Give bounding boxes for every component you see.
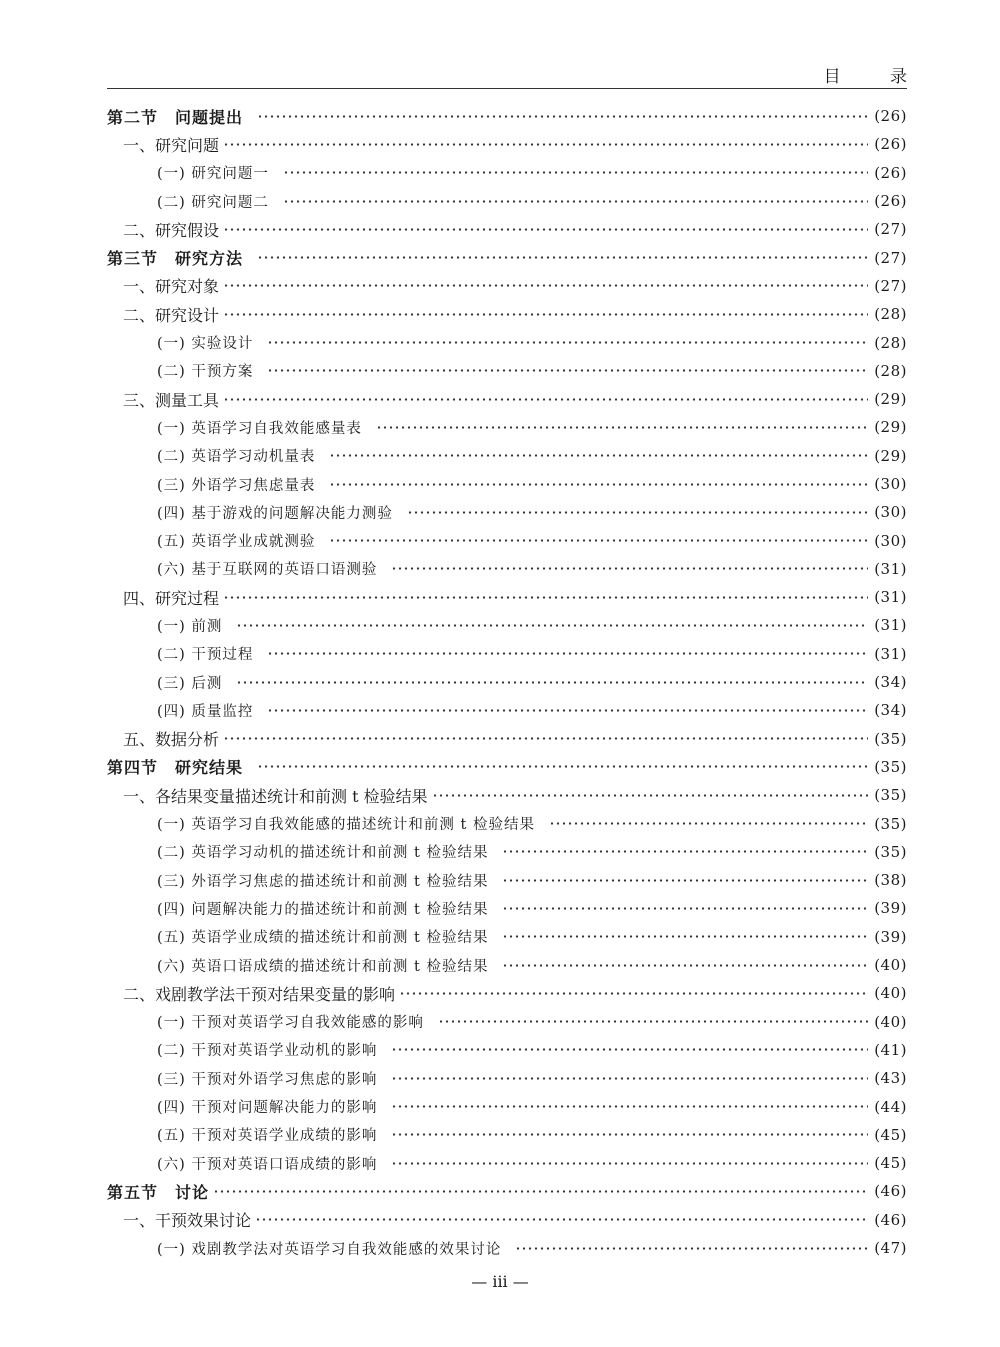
dot-leader [283,200,868,203]
toc-entry-page: (29) [874,390,907,409]
dot-leader [283,171,868,174]
toc-entry-label: (三) 后测 [157,675,223,692]
toc-entry-page: (28) [874,361,907,380]
toc-entry-page: (41) [874,1040,907,1059]
toc-entry-label: 第三节 研究方法 [107,249,244,269]
toc-entry[interactable] [107,1036,907,1064]
toc-entry[interactable] [107,838,907,866]
toc-entry-page: (31) [874,588,907,607]
toc-entry-page: (27) [874,220,907,239]
toc-entry[interactable] [107,1149,907,1177]
toc-entry-label: 第五节 讨论 [107,1182,210,1202]
toc-entry-label: 一、研究对象 [123,277,220,297]
toc-entry[interactable] [107,583,907,611]
dot-leader [549,822,868,825]
toc-entry-page: (27) [874,248,907,267]
toc-entry[interactable] [107,357,907,385]
dot-leader [502,879,868,882]
dot-leader [223,596,868,599]
table-of-contents [107,102,907,1262]
dot-leader [399,992,868,995]
toc-entry-page: (35) [874,842,907,861]
dot-leader [257,256,868,259]
toc-entry-label: 三、测量工具 [123,390,220,410]
toc-entry-label: (二) 英语学习动机的描述统计和前测 t 检验结果 [157,845,489,862]
toc-entry[interactable] [107,442,907,470]
toc-entry-label: (四) 基于游戏的问题解决能力测验 [157,505,393,522]
toc-entry-label: 第二节 问题提出 [107,107,244,127]
toc-entry[interactable] [107,1234,907,1262]
toc-entry[interactable] [107,696,907,724]
toc-entry-page: (26) [874,135,907,154]
dot-leader [255,1218,868,1221]
toc-entry-page: (28) [874,333,907,352]
dot-leader [267,709,868,712]
toc-entry[interactable] [107,102,907,130]
header-title: 目 录 [823,67,929,87]
toc-entry-label: (一) 英语学习自我效能感量表 [157,420,362,437]
toc-entry[interactable] [107,130,907,158]
toc-entry-page: (31) [874,559,907,578]
dot-leader [329,539,868,542]
toc-entry-page: (35) [874,814,907,833]
dot-leader [438,1020,868,1023]
toc-entry[interactable] [107,243,907,271]
toc-entry-label: (五) 英语学业成绩的描述统计和前测 t 检验结果 [157,930,489,947]
toc-entry-page: (40) [874,956,907,975]
toc-entry-label: (一) 干预对英语学习自我效能感的影响 [157,1015,424,1032]
toc-entry-page: (35) [874,786,907,805]
dot-leader [502,964,868,967]
dot-leader [329,454,868,457]
toc-entry-page: (26) [874,107,907,126]
toc-entry-page: (35) [874,729,907,748]
toc-entry[interactable] [107,159,907,187]
toc-entry[interactable] [107,611,907,639]
dot-leader [257,115,868,118]
toc-entry-page: (28) [874,305,907,324]
page-number: — iii — [471,1272,529,1291]
dot-leader [515,1247,868,1250]
toc-entry-label: (三) 干预对外语学习焦虑的影响 [157,1071,378,1088]
dot-leader [391,1048,868,1051]
toc-entry[interactable] [107,725,907,753]
dot-leader [257,765,868,768]
toc-entry[interactable] [107,1177,907,1205]
toc-entry-label: 二、研究设计 [123,305,220,325]
dot-leader [391,1105,868,1108]
dot-leader [391,567,868,570]
toc-entry-label: 二、研究假设 [123,220,220,240]
toc-entry-label: (一) 戏剧教学法对英语学习自我效能感的效果讨论 [157,1241,502,1258]
toc-entry-page: (45) [874,1125,907,1144]
toc-entry-page: (39) [874,927,907,946]
toc-entry-page: (46) [874,1210,907,1229]
toc-entry-page: (34) [874,701,907,720]
toc-entry[interactable] [107,1008,907,1036]
toc-entry-page: (26) [874,163,907,182]
toc-entry[interactable] [107,385,907,413]
toc-entry-label: (四) 质量监控 [157,703,254,720]
toc-entry-page: (45) [874,1154,907,1173]
toc-entry-page: (29) [874,446,907,465]
dot-leader [391,1162,868,1165]
toc-entry-page: (30) [874,503,907,522]
toc-entry[interactable] [107,1092,907,1120]
toc-entry[interactable] [107,1206,907,1234]
toc-entry-label: (三) 外语学习焦虑的描述统计和前测 t 检验结果 [157,873,489,890]
dot-leader [376,426,868,429]
dot-leader [391,1077,868,1080]
toc-entry-label: 一、研究问题 [123,135,220,155]
dot-leader [267,369,868,372]
toc-entry-page: (29) [874,418,907,437]
toc-entry[interactable] [107,215,907,243]
toc-entry[interactable] [107,272,907,300]
toc-entry[interactable] [107,753,907,781]
toc-entry-label: 五、数据分析 [123,730,220,750]
toc-entry-label: (一) 研究问题一 [157,166,269,183]
toc-entry-label: (一) 英语学习自我效能感的描述统计和前测 t 检验结果 [157,817,535,834]
dot-leader [432,794,869,797]
dot-leader [502,935,868,938]
toc-entry-page: (47) [874,1239,907,1258]
toc-entry[interactable] [107,555,907,583]
dot-leader [223,398,868,401]
toc-entry-page: (44) [874,1097,907,1116]
toc-entry-label: (五) 干预对英语学业成绩的影响 [157,1128,378,1145]
toc-entry[interactable] [107,187,907,215]
toc-entry-label: (六) 基于互联网的英语口语测验 [157,562,378,579]
toc-entry-page: (40) [874,1012,907,1031]
toc-entry[interactable] [107,866,907,894]
dot-leader [329,483,868,486]
toc-entry-label: (四) 问题解决能力的描述统计和前测 t 检验结果 [157,901,489,918]
toc-entry-label: 二、戏剧教学法干预对结果变量的影响 [123,984,396,1004]
toc-entry-page: (38) [874,871,907,890]
toc-entry-label: (三) 外语学习焦虑量表 [157,477,316,494]
dot-leader [267,341,868,344]
toc-entry-page: (30) [874,475,907,493]
toc-entry-page: (31) [874,616,907,635]
toc-entry-label: 第四节 研究结果 [107,758,244,778]
toc-entry[interactable] [107,979,907,1007]
dot-leader [223,737,868,740]
toc-entry-label: (五) 英语学业成就测验 [157,534,316,551]
toc-entry-label: (二) 干预方案 [157,364,254,381]
toc-entry[interactable] [107,413,907,441]
toc-entry-label: (一) 实验设计 [157,336,254,353]
toc-entry-page: (26) [874,192,907,211]
toc-entry[interactable] [107,1121,907,1149]
toc-entry-label: 一、干预效果讨论 [123,1211,252,1231]
toc-entry-label: 四、研究过程 [123,588,220,608]
toc-entry-label: (四) 干预对问题解决能力的影响 [157,1100,378,1117]
toc-entry[interactable] [107,809,907,837]
toc-entry-label: (二) 英语学习动机量表 [157,449,316,466]
toc-entry-label: (二) 干预对英语学业动机的影响 [157,1043,378,1060]
dot-leader [236,624,868,627]
dot-leader [223,313,868,316]
dot-leader [236,681,868,684]
toc-entry[interactable] [107,526,907,554]
toc-entry-page: (30) [874,531,907,550]
toc-entry-page: (46) [874,1182,907,1201]
toc-entry[interactable] [107,781,907,809]
toc-entry-label: (二) 研究问题二 [157,194,269,211]
toc-entry[interactable] [107,328,907,356]
toc-entry-page: (27) [874,276,907,295]
toc-entry[interactable] [107,640,907,668]
toc-entry[interactable] [107,668,907,696]
toc-entry[interactable] [107,894,907,922]
toc-entry[interactable] [107,498,907,526]
dot-leader [407,511,868,514]
running-header [107,60,929,89]
toc-entry-label: (六) 干预对英语口语成绩的影响 [157,1156,378,1173]
toc-entry-page: (40) [874,984,907,1003]
toc-entry[interactable] [107,300,907,328]
toc-entry[interactable] [107,951,907,979]
dot-leader [213,1190,868,1193]
dot-leader [502,850,868,853]
dot-leader [223,228,868,231]
toc-entry-label: (二) 干预过程 [157,647,254,664]
toc-entry-label: 一、各结果变量描述统计和前测 t 检验结果 [123,786,428,806]
dot-leader [391,1133,868,1136]
toc-entry-page: (34) [874,673,907,692]
toc-entry-page: (39) [874,899,907,918]
toc-entry[interactable] [107,923,907,951]
toc-entry-page: (31) [874,644,907,663]
toc-entry-page: (35) [874,757,907,776]
toc-entry[interactable] [107,470,907,498]
dot-leader [502,907,868,910]
dot-leader [223,143,868,146]
toc-entry-page: (43) [874,1069,907,1088]
dot-leader [223,284,868,287]
toc-entry-label: (六) 英语口语成绩的描述统计和前测 t 检验结果 [157,958,489,975]
dot-leader [267,652,868,655]
toc-entry[interactable] [107,1064,907,1092]
toc-entry-label: (一) 前测 [157,618,223,635]
